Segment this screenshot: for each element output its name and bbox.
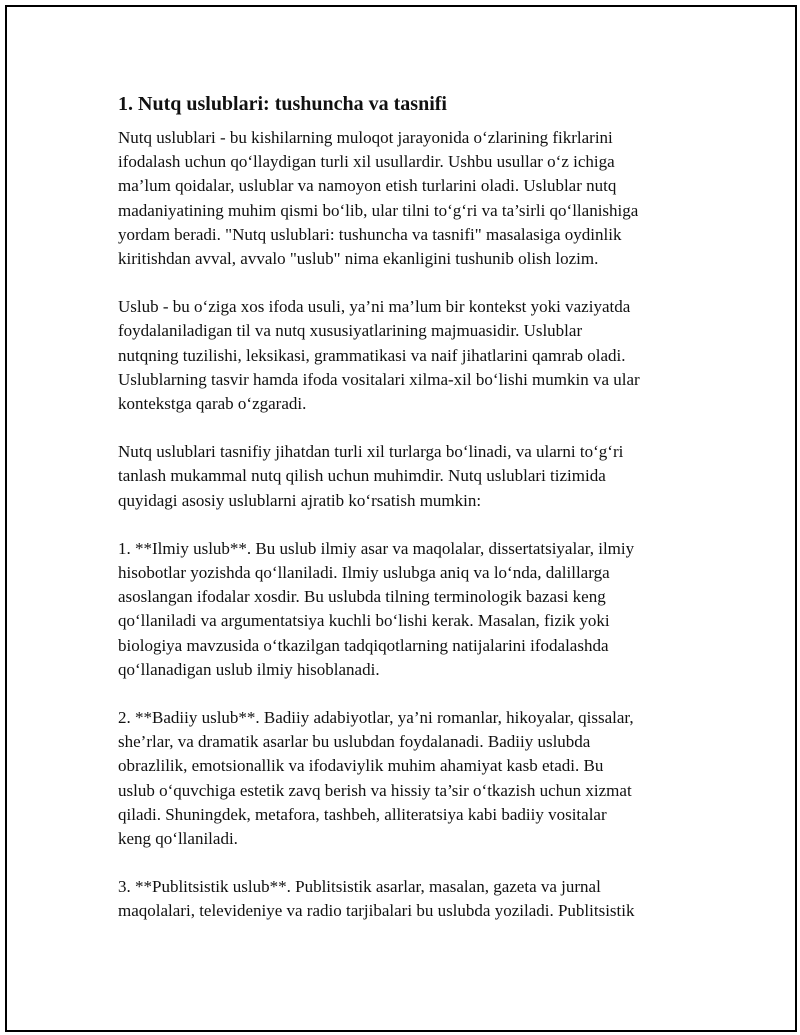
paragraph-line: obrazlilik, emotsionallik va ifodaviylik muhim ahamiyat kasb etadi. Bu <box>118 756 604 776</box>
paragraph-line: ma’lum qoidalar, uslublar va namoyon etish turlarini oladi. Uslublar nutq <box>118 176 617 196</box>
paragraphs-container <box>118 126 698 924</box>
document-content <box>118 92 698 948</box>
paragraph-line: 2. **Badiiy uslub**. Badiiy adabiyotlar, ya’ni romanlar, hikoyalar, qissalar, <box>118 708 634 728</box>
paragraph-line: she’rlar, va dramatik asarlar bu uslubdan foydalanadi. Badiiy uslubda <box>118 732 591 752</box>
paragraph-line: Nutq uslublari - bu kishilarning muloqot jarayonida o‘zlarining fikrlarini <box>118 128 613 147</box>
paragraph-line: foydalaniladigan til va nutq xususiyatlarining majmuasidir. Uslublar <box>118 321 583 341</box>
paragraph-line: ifodalash uchun qo‘llaydigan turli xil usullardir. Ushbu usullar o‘z ichiga <box>118 152 615 172</box>
paragraph-line: qo‘llanadigan uslub ilmiy hisoblanadi. <box>118 659 380 679</box>
paragraph-line: 1. **Ilmiy uslub**. Bu uslub ilmiy asar va maqolalar, dissertatsiyalar, ilmiy <box>118 538 635 558</box>
paragraph-line: tanlash mukammal nutq qilish uchun muhimdir. Nutq uslublari tizimida <box>118 466 606 486</box>
body-paragraph <box>118 706 698 851</box>
paragraph-line: nutqning tuzilishi, leksikasi, grammatikasi va naif jihatlarini qamrab oladi. <box>118 345 626 365</box>
paragraph-line: 3. **Publitsistik uslub**. Publitsistik asarlar, masalan, gazeta va jurnal <box>118 877 601 897</box>
paragraph-line: yordam beradi. "Nutq uslublari: tushuncha va tasnifi" masalasiga oydinlik <box>118 224 622 244</box>
paragraph-line: maqolalari, televideniye va radio tarjibalari bu uslubda yoziladi. Publitsistik <box>118 901 635 921</box>
paragraph-line: quyidagi asosiy uslublarni ajratib ko‘rsatish mumkin: <box>118 490 482 510</box>
body-paragraph <box>118 440 698 513</box>
body-paragraph <box>118 126 698 271</box>
document-page <box>5 5 797 1032</box>
paragraph-line: madaniyatining muhim qismi bo‘lib, ular tilni to‘g‘ri va ta’sirli qo‘llanishiga <box>118 200 639 220</box>
paragraph-line: Uslub - bu o‘ziga xos ifoda usuli, ya’ni ma’lum bir kontekst yoki vaziyatda <box>118 297 631 317</box>
paragraph-line: uslub o‘quvchiga estetik zavq berish va hissiy ta’sir o‘tkazish uchun xizmat <box>118 780 632 800</box>
paragraph-line: asoslangan ifodalar xosdir. Bu uslubda tilning terminologik bazasi keng <box>118 587 606 607</box>
paragraph-line: Nutq uslublari tasnifiy jihatdan turli xil turlarga bo‘linadi, va ularni to‘g‘ri <box>118 442 624 462</box>
section-heading: 1. Nutq uslublari: tushuncha va tasnifi <box>118 93 447 115</box>
paragraph-line: biologiya mavzusida o‘tkazilgan tadqiqotlarning natijalarini ifodalashda <box>118 635 609 655</box>
paragraph-line: keng qo‘llaniladi. <box>118 829 238 849</box>
paragraph-line: hisobotlar yozishda qo‘llaniladi. Ilmiy uslubga aniq va lo‘nda, dalillarga <box>118 563 610 583</box>
body-paragraph <box>118 295 698 416</box>
paragraph-line: kiritishdan avval, avvalo "uslub" nima ekanligini tushunib olish lozim. <box>118 249 599 269</box>
paragraph-line: Uslublarning tasvir hamda ifoda vositalari xilma-xil bo‘lishi mumkin va ular <box>118 369 640 389</box>
paragraph-line: kontekstga qarab o‘zgaradi. <box>118 394 307 414</box>
body-paragraph <box>118 537 698 682</box>
body-paragraph <box>118 875 698 923</box>
paragraph-line: qo‘llaniladi va argumentatsiya kuchli bo‘lishi kerak. Masalan, fizik yoki <box>118 611 610 631</box>
paragraph-line: qiladi. Shuningdek, metafora, tashbeh, alliteratsiya kabi badiiy vositalar <box>118 804 607 824</box>
